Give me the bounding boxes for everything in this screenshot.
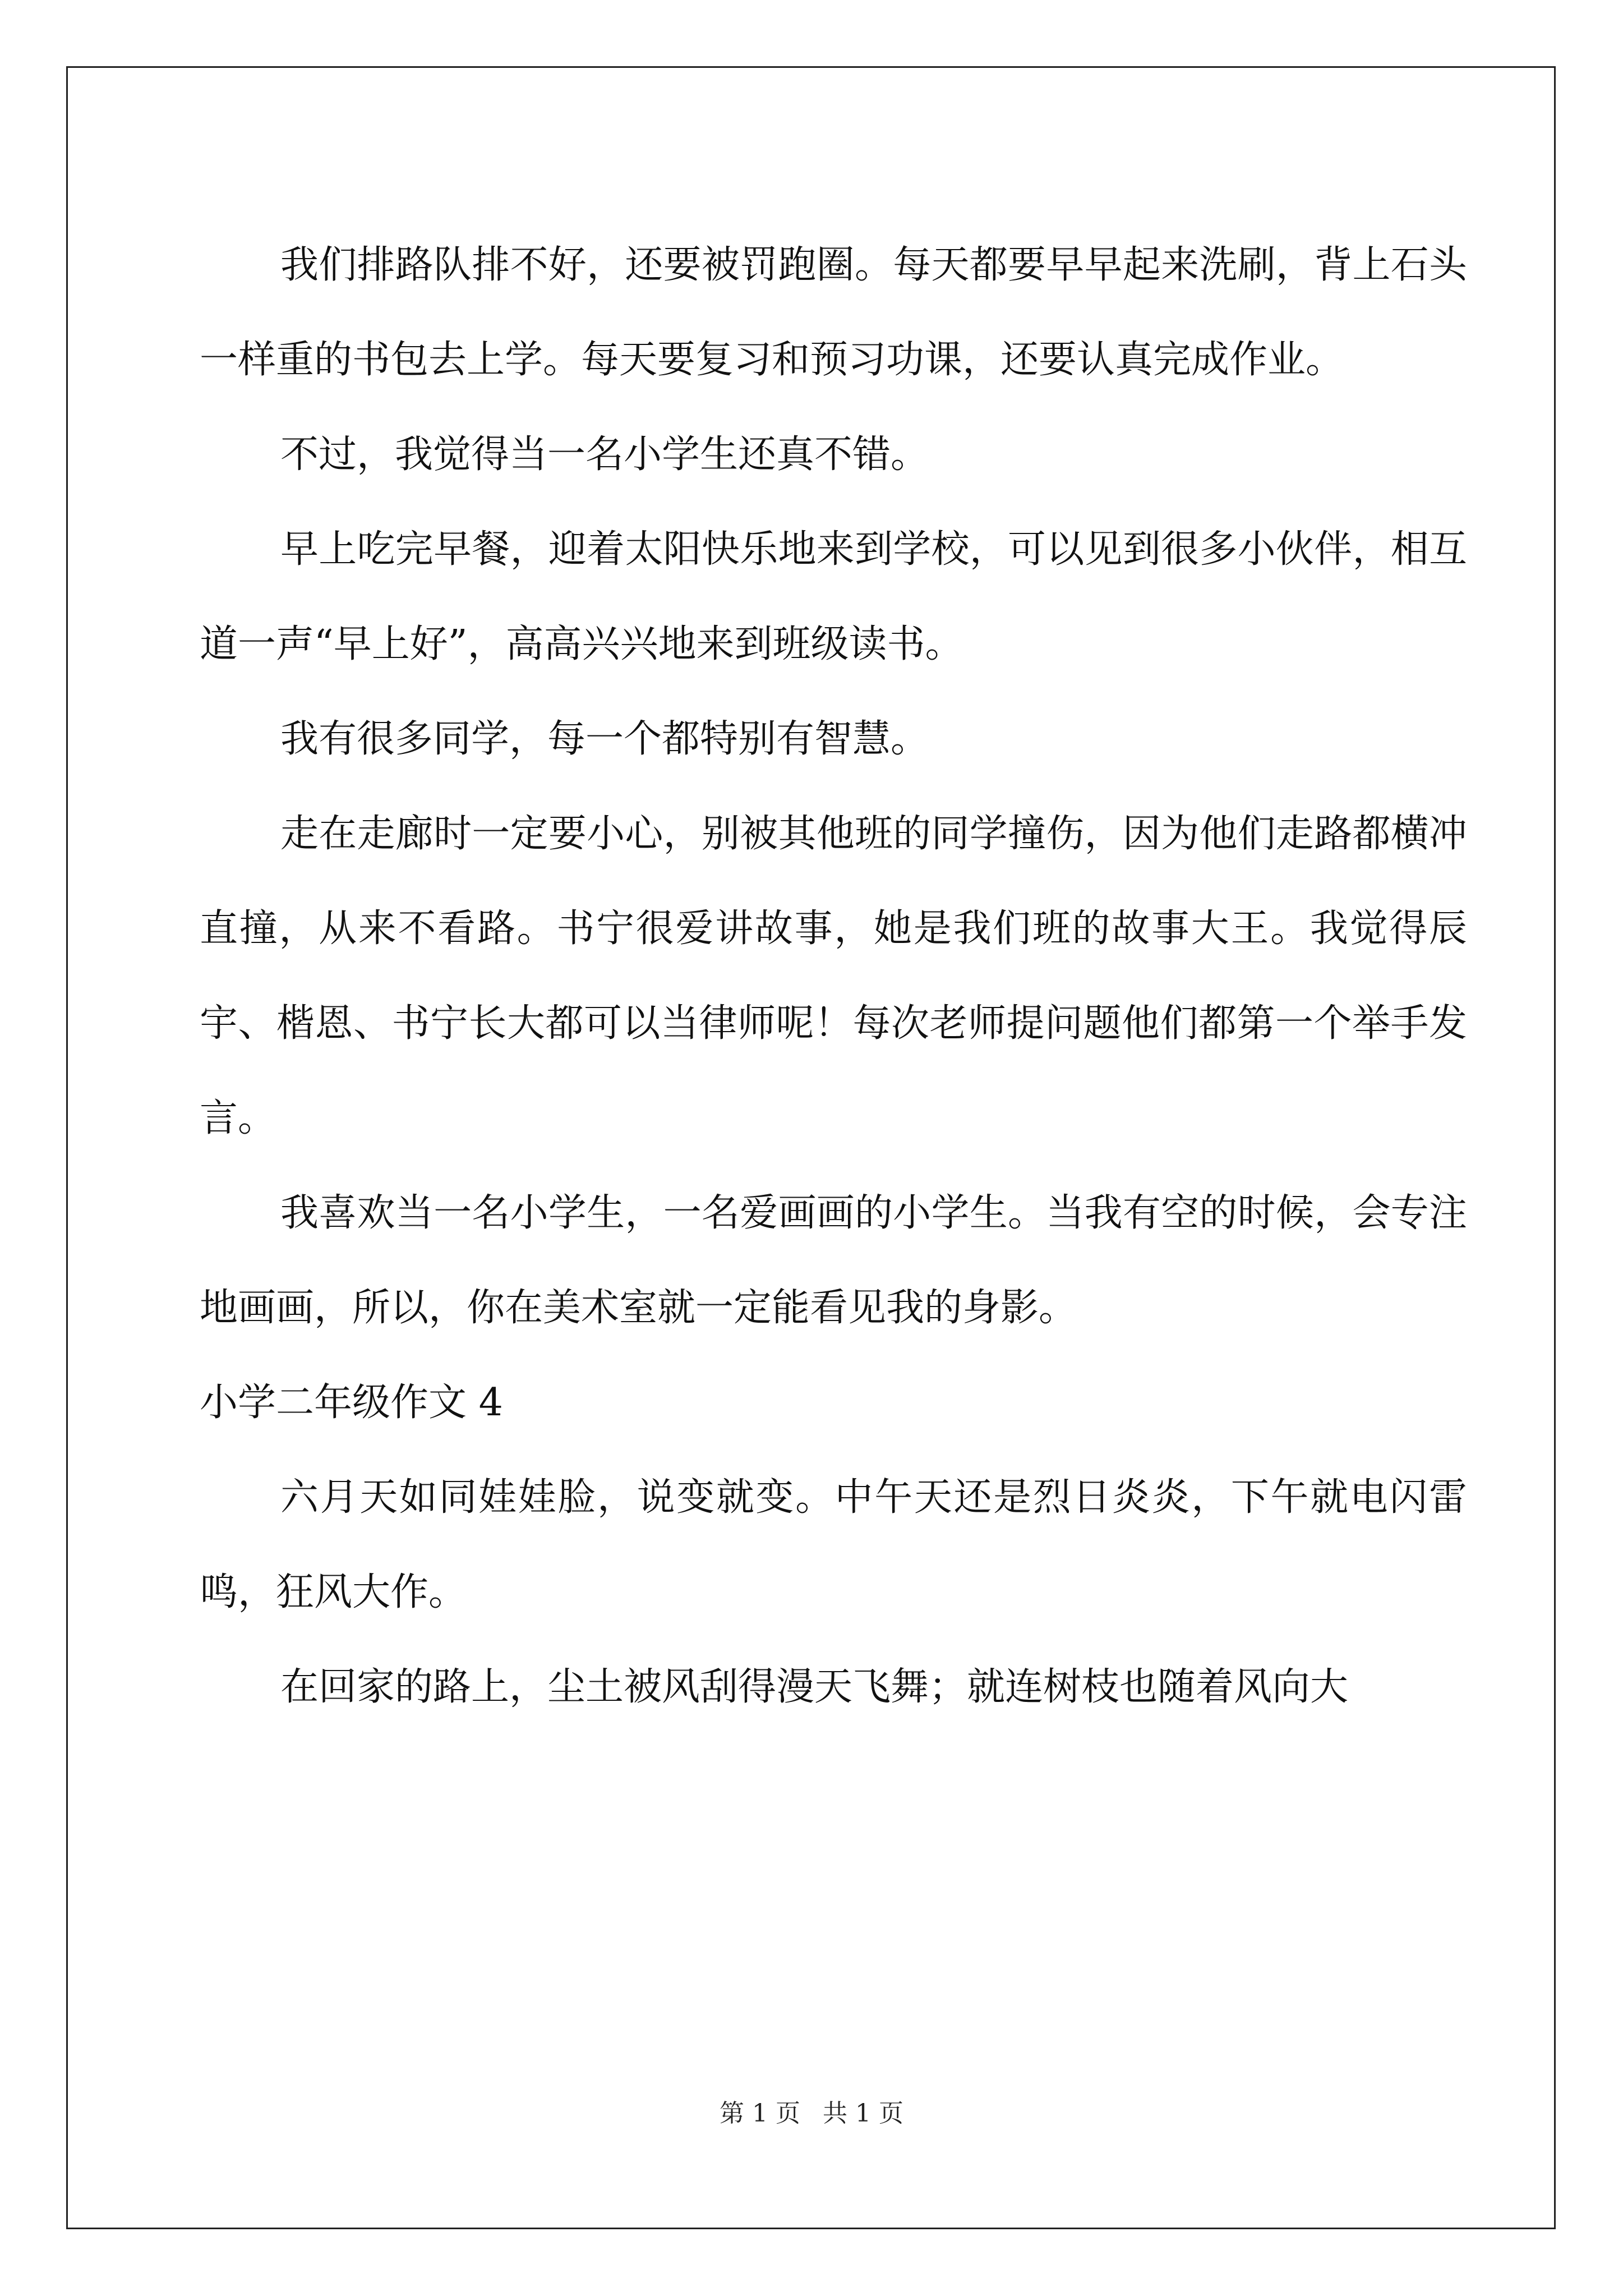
paragraph: 走在走廊时一定要小心，别被其他班的同学撞伤，因为他们走路都横冲直撞，从来不看路。书宁很爱讲故事，她是我们班的故事大王。我觉得辰宇、楷恩、书宁长大都可以当律师呢！每次老师提问题他们都第一个举手发言。 bbox=[200, 812, 1467, 1140]
paragraph: 不过，我觉得当一名小学生还真不错。 bbox=[280, 432, 929, 477]
page-footer bbox=[0, 2097, 1623, 2131]
paragraph: 我们排路队排不好，还要被罚跑圈。每天都要早早起来洗刷，背上石头一样重的书包去上学。每天要复习和预习功课，还要认真完成作业。 bbox=[200, 243, 1467, 382]
paragraph: 我有很多同学，每一个都特别有智慧。 bbox=[280, 717, 929, 761]
page-number: 第 1 页 bbox=[720, 2099, 800, 2128]
document-body bbox=[200, 218, 1467, 1734]
page-total: 共 1 页 bbox=[823, 2099, 903, 2128]
paragraph: 六月天如同娃娃脸，说变就变。中午天还是烈日炎炎，下午就电闪雷鸣，狂风大作。 bbox=[200, 1475, 1467, 1614]
paragraph: 在回家的路上，尘土被风刮得漫天飞舞；就连树枝也随着风向大 bbox=[280, 1665, 1349, 1709]
paragraph: 我喜欢当一名小学生，一名爱画画的小学生。当我有空的时候，会专注地画画，所以，你在美术室就一定能看见我的身影。 bbox=[200, 1191, 1467, 1330]
paragraph: 早上吃完早餐，迎着太阳快乐地来到学校，可以见到很多小伙伴，相互道一声“早上好”，高高兴兴地来到班级读书。 bbox=[200, 527, 1467, 666]
section-heading: 小学二年级作文 4 bbox=[200, 1381, 503, 1425]
